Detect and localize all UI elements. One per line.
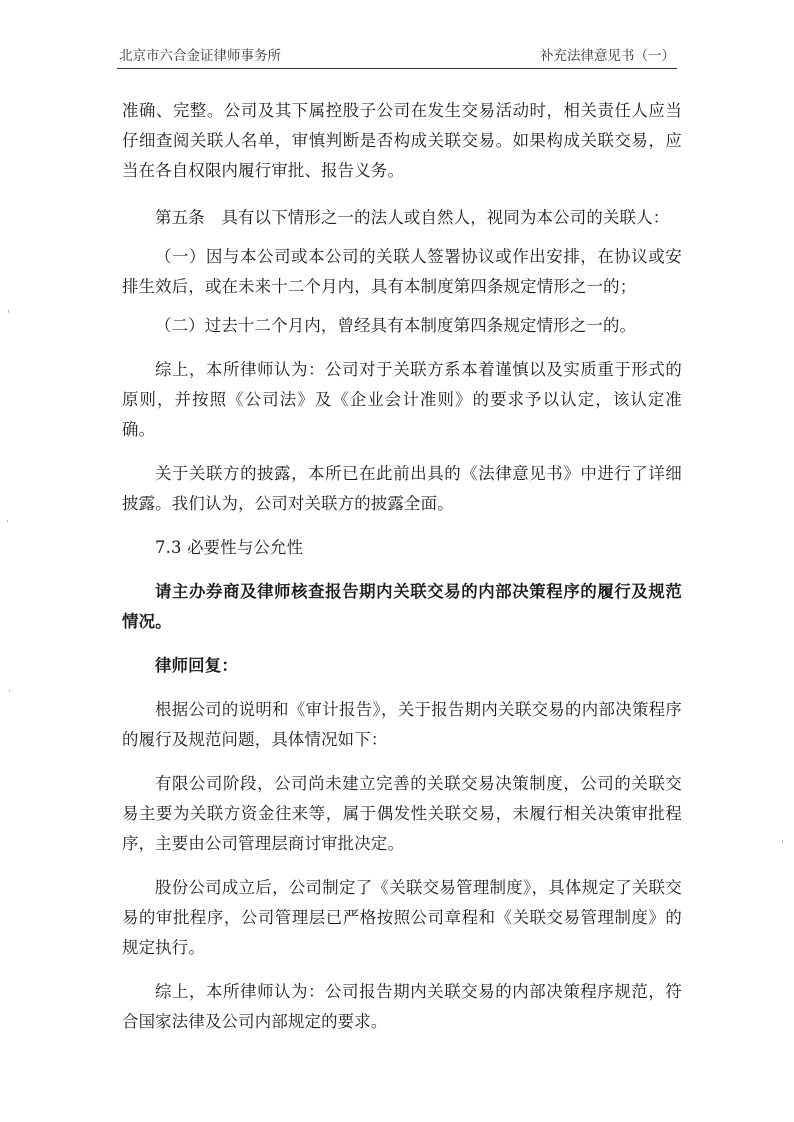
paragraph-limited-company-stage: 有限公司阶段，公司尚未建立完善的关联交易决策制度，公司的关联交易主要为关联方资金往来等，属于偶发性关联交易，未履行相关决策审批程序，主要由公司管理层商讨审批决定。 [122, 774, 682, 853]
paragraph-basis: 根据公司的说明和《审计报告》，关于报告期内关联交易的内部决策程序的履行及规范问题，具体情况如下： [122, 700, 682, 749]
paragraph-clause-one: （一）因与本公司或本公司的关联人签署协议或作出安排，在协议或安排生效后，或在未来十二个月内，具有本制度第四条规定情形之一的； [122, 247, 682, 296]
question-text: 请主办券商及律师核查报告期内关联交易的内部决策程序的履行及规范情况。 [122, 582, 682, 631]
document-title: 补充法律意见书（一） [540, 48, 675, 64]
scan-speck [782, 840, 783, 843]
paragraph-article-five: 第五条 具有以下情形之一的法人或自然人，视同为本公司的关联人： [155, 208, 670, 227]
paragraph-joint-stock-stage: 股份公司成立后，公司制定了《关联交易管理制度》，具体规定了关联交易的审批程序，公司管理层已严格按照公司章程和《关联交易管理制度》的规定执行。 [122, 878, 682, 957]
section-heading: 7.3 必要性与公允性 [155, 538, 304, 557]
scan-speck [9, 690, 10, 692]
page-header [117, 44, 677, 69]
paragraph-conclusion-related-parties: 综上，本所律师认为：公司对于关联方系本着谨慎以及实质重于形式的原则，并按照《公司法》及《企业会计准则》的要求予以认定，该认定准确。 [122, 360, 682, 439]
scan-speck [7, 520, 8, 522]
law-firm-name: 北京市六合金证律师事务所 [119, 48, 281, 64]
paragraph-clause-two: （二）过去十二个月内，曾经具有本制度第四条规定情形之一的。 [155, 316, 637, 335]
scan-speck [8, 310, 9, 313]
body-text [122, 96, 682, 1037]
paragraph-disclosure: 关于关联方的披露，本所已在此前出具的《法律意见书》中进行了详细披露。我们认为，公司对关联方的披露全面。 [122, 464, 682, 513]
paragraph-continuation: 准确、完整。公司及其下属控股子公司在发生交易活动时，相关责任人应当仔细查阅关联人名单，审慎判断是否构成关联交易。如果构成关联交易，应当在各自权限内履行审批、报告义务。 [122, 101, 682, 180]
paragraph-final-conclusion: 综上，本所律师认为：公司报告期内关联交易的内部决策程序规范，符合国家法律及公司内部规定的要求。 [122, 982, 682, 1031]
reply-label: 律师回复： [155, 656, 238, 675]
